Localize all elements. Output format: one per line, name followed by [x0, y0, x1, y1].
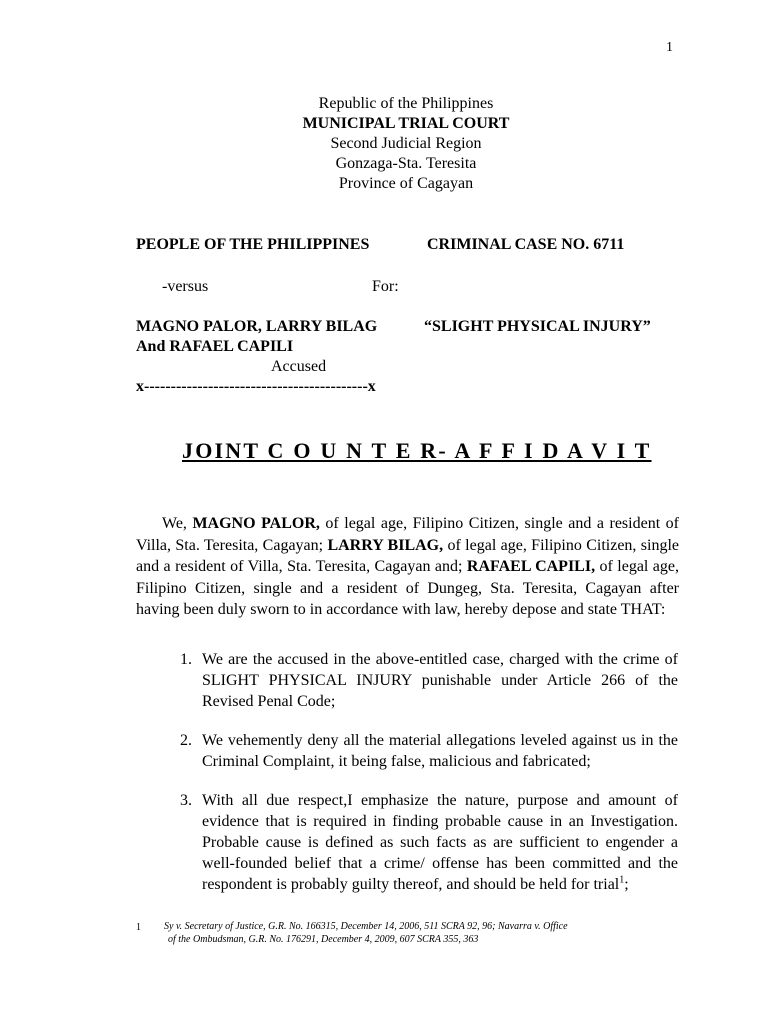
footnote-line: of the Ombudsman, G.R. No. 176291, December 4, 2009, 607 SCRA 355, 363: [168, 933, 479, 945]
footnote-reference[interactable]: 1: [619, 874, 625, 886]
affiant-name: MAGNO PALOR,: [192, 515, 320, 532]
intro-text: of legal age, Filipino Citizen, single and a resident of Dungeg, Sta. Teresita, Cagayan after having been duly sworn to in accordance with law, hereby depose and state THAT:: [136, 558, 680, 618]
affiant-name: LARRY BILAG,: [327, 536, 444, 554]
intro-paragraph: [136, 513, 679, 621]
header-court: MUNICIPAL TRIAL COURT: [302, 115, 510, 132]
versus-label: -versus: [162, 278, 209, 295]
intro-text: of legal age, Filipino Citizen, single and a resident of Villa, Sta. Teresita, Cagayan;: [136, 515, 679, 554]
affiant-name: RAFAEL CAPILI,: [466, 558, 596, 575]
header-region: Second Judicial Region: [330, 135, 482, 152]
for-label: For:: [372, 278, 399, 295]
accused-names-line2: And RAFAEL CAPILI: [136, 338, 294, 355]
item-text: We vehemently deny all the material allegations leveled against us in the Criminal Complaint, it being false, malicious and fabricated;: [202, 732, 678, 770]
offense-charged: “SLIGHT PHYSICAL INJURY”: [424, 318, 651, 335]
accused-label: Accused: [271, 358, 327, 375]
page-number: 1: [666, 40, 673, 55]
case-number: CRIMINAL CASE NO. 6711: [427, 236, 625, 253]
item-tail: ;: [624, 876, 629, 893]
document-title: JOINT C O U N T E R- A F F I D A V I T: [182, 438, 652, 463]
court-header: [0, 94, 768, 194]
footnote-text: [164, 921, 624, 946]
accused-names-line1: MAGNO PALOR, LARRY BILAG: [136, 318, 378, 335]
intro-text: We,: [162, 515, 193, 532]
plaintiff-name: PEOPLE OF THE PHILIPPINES: [136, 236, 370, 253]
caption-separator: x------------------------------------------x: [136, 378, 376, 395]
intro-text: of legal age, Filipino Citizen, single and a resident of Villa, Sta. Teresita, Cagayan and;: [136, 536, 680, 575]
footnote-line: Sy v. Secretary of Justice, G.R. No. 166315, December 14, 2006, 511 SCRA 92, 96; Navarra v. Office: [164, 921, 568, 932]
item-number: 1.: [180, 651, 192, 668]
item-text: [202, 790, 678, 895]
item-body: With all due respect,I emphasize the nature, purpose and amount of evidence that is required in finding probable cause in an Investigation. Probable cause is defined as such facts as are sufficient to engender a well-founded belief that a crime/ offense has been committed and the respondent is probably guilty thereof, and should be held for trial: [202, 792, 678, 893]
header-location: Gonzaga-Sta. Teresita: [335, 155, 477, 172]
header-province: Province of Cagayan: [338, 175, 474, 192]
item-number: 2.: [180, 732, 192, 749]
footnote-mark: 1: [136, 922, 141, 933]
item-number: 3.: [180, 792, 192, 809]
item-text: We are the accused in the above-entitled case, charged with the crime of SLIGHT PHYSICAL INJURY punishable under Article 266 of the Revised Penal Code;: [202, 651, 678, 710]
header-republic: Republic of the Philippines: [318, 95, 494, 112]
